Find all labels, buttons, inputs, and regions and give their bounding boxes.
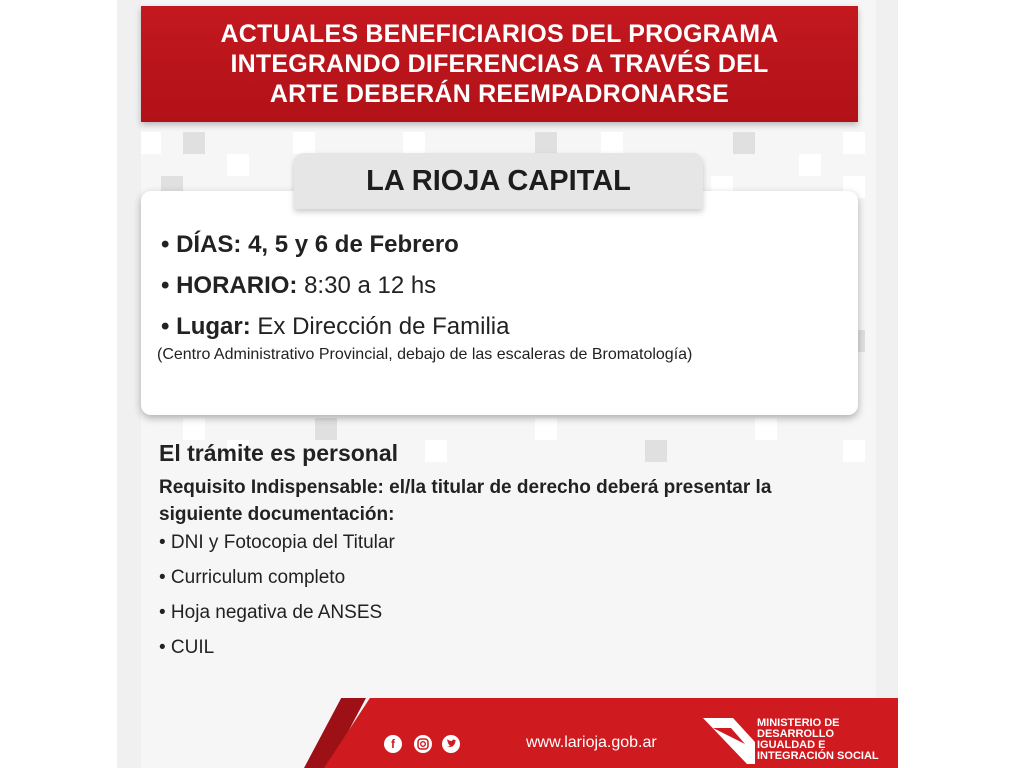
pattern-square xyxy=(843,440,865,462)
flyer xyxy=(117,0,898,768)
document-item: • Curriculum completo xyxy=(159,567,346,588)
pattern-square xyxy=(535,418,557,440)
pattern-square xyxy=(755,418,777,440)
city-tab xyxy=(294,153,703,209)
pattern-square xyxy=(315,418,337,440)
days-label: • DÍAS: xyxy=(161,231,242,258)
pattern-square xyxy=(601,132,623,154)
pattern-square xyxy=(733,132,755,154)
requirements-title: El trámite es personal xyxy=(159,440,399,466)
place-value: Ex Dirección de Familia xyxy=(257,313,510,340)
pattern-square xyxy=(645,440,667,462)
place-label: • Lugar: xyxy=(161,313,251,340)
ministry-name: MINISTERIO DE DESARROLLO IGUALDAD E INTEGRACIÓN SOCIAL xyxy=(757,717,879,762)
pattern-square xyxy=(183,132,205,154)
right-edge xyxy=(876,0,898,768)
pattern-square xyxy=(403,132,425,154)
website-link[interactable]: www.larioja.gob.ar xyxy=(526,734,657,751)
requirements-text: Requisito Indispensable: el/la titular de derecho deberá presentar la siguiente documentación: xyxy=(159,477,772,525)
place-note: (Centro Administrativo Provincial, debajo de las escaleras de Bromatología) xyxy=(157,346,693,363)
place-row xyxy=(161,313,510,341)
schedule-row xyxy=(161,272,436,300)
left-edge xyxy=(117,0,141,768)
pattern-square xyxy=(227,154,249,176)
document-item: • DNI y Fotocopia del Titular xyxy=(159,532,395,553)
pattern-square xyxy=(425,440,447,462)
info-card xyxy=(141,191,858,415)
document-item: • CUIL xyxy=(159,637,215,658)
document-item: • Hoja negativa de ANSES xyxy=(159,602,383,623)
instagram-icon[interactable] xyxy=(414,735,432,753)
ministry-logo-icon xyxy=(703,714,755,764)
title-banner xyxy=(141,6,858,122)
pattern-square xyxy=(535,132,557,154)
pattern-square xyxy=(293,132,315,154)
page-title: ACTUALES BENEFICIARIOS DEL PROGRAMA INTEGRANDO DIFERENCIAS A TRAVÉS DEL ARTE DEBERÁN REEMPADRONARSE xyxy=(220,20,779,108)
twitter-icon[interactable] xyxy=(442,735,460,753)
schedule-value: 8:30 a 12 hs xyxy=(304,272,437,299)
pattern-square xyxy=(183,418,205,440)
schedule-label: • HORARIO: xyxy=(161,272,298,299)
days-value: 4, 5 y 6 de Febrero xyxy=(248,231,459,258)
days-row xyxy=(161,231,459,259)
facebook-icon[interactable]: f xyxy=(384,735,402,753)
pattern-square xyxy=(799,154,821,176)
pattern-square xyxy=(139,132,161,154)
city-name: LA RIOJA CAPITAL xyxy=(366,164,631,197)
pattern-square xyxy=(843,132,865,154)
